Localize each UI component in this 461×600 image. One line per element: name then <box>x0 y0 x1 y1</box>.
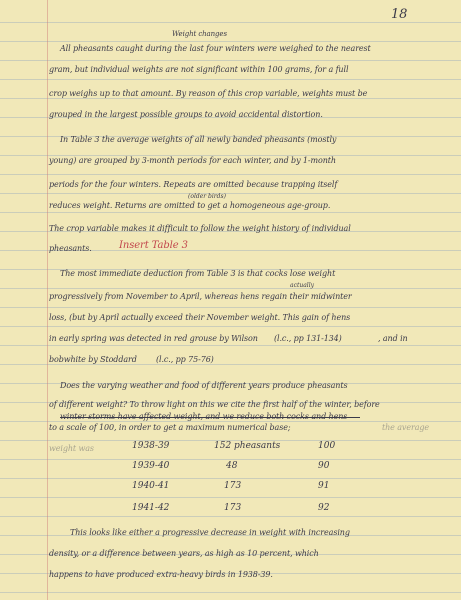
para4-line-4: to a scale of 100, in order to get a maximum numerical base; <box>49 423 291 432</box>
table-row-1-year: 1938-39 <box>132 441 170 451</box>
strikethrough-line <box>60 417 360 418</box>
para1-line-2: gram, but individual weights are not significant within 100 grams, for a full <box>49 65 349 74</box>
insert-table-note: Insert Table 3 <box>119 240 188 251</box>
para3-line-3: loss, (but by April actually exceed their November weight. This gain of hens <box>49 313 351 322</box>
para2-line-6: pheasants. <box>49 244 92 253</box>
para2-line-3: periods for the four winters. Repeats are omitted because trapping itself <box>49 180 338 189</box>
table-row-2-weight: 90 <box>318 461 330 471</box>
para2-line-4: reduces weight. Returns are omitted to get a homogeneous age-group. <box>49 201 331 210</box>
para2-line-1: In Table 3 the average weights of all newly banded pheasants (mostly <box>60 135 337 144</box>
para3-line-5: bobwhite by Stoddard <box>49 355 137 364</box>
para2-line-5: The crop variable makes it difficult to follow the weight history of individual <box>49 224 351 233</box>
para3-line-1: The most immediate deduction from Table 3 is that cocks lose weight <box>60 269 336 278</box>
table-row-4-birds: 173 <box>224 503 242 513</box>
para5-line-1: This looks like either a progressive decrease in weight with increasing <box>70 528 350 537</box>
section-heading: Weight changes <box>172 30 227 38</box>
table-row-2-year: 1939-40 <box>132 461 170 471</box>
table-row-1-weight: 100 <box>318 441 336 451</box>
para1-line-4: grouped in the largest possible groups to avoid accidental distortion. <box>49 110 323 119</box>
table-row-2-birds: 48 <box>226 461 238 471</box>
citation-wilson: (l.c., pp 131-134) <box>274 334 342 343</box>
table-row-3-birds: 173 <box>224 481 242 491</box>
table-row-3-year: 1940-41 <box>132 481 170 491</box>
page-number: 18 <box>391 7 408 22</box>
para3-line-4-tail: , and in <box>378 334 408 343</box>
para4-line-1: Does the varying weather and food of different years produce pheasants <box>60 381 348 390</box>
table-row-1-birds: 152 pheasants <box>214 441 281 451</box>
para4-faint-tail: the average <box>382 423 430 432</box>
para3-line-4: in early spring was detected in red grouse by Wilson <box>49 334 258 343</box>
para1-line-1: All pheasants caught during the last four winters were weighed to the nearest <box>60 44 371 53</box>
para4-line-2: of different weight? To throw light on this we cite the first half of the winter, before <box>49 400 380 409</box>
table-row-4-weight: 92 <box>318 503 330 513</box>
para3-line-2: progressively from November to April, whereas hens regain their midwinter <box>49 292 352 301</box>
para5-line-2: density, or a difference between years, as high as 10 percent, which <box>49 549 319 558</box>
para1-line-3: crop weighs up to that amount. By reason of this crop variable, weights must be <box>49 89 368 98</box>
table-row-4-year: 1941-42 <box>132 503 170 513</box>
table-row-3-weight: 91 <box>318 481 330 491</box>
table-faint-label: weight was <box>49 444 94 453</box>
para3-insertion: actually <box>290 282 315 289</box>
para2-insertion: (older birds) <box>188 193 226 200</box>
para5-line-3: happens to have produced extra-heavy birds in 1938-39. <box>49 570 273 579</box>
para2-line-2: young) are grouped by 3-month periods for each winter, and by 1-month <box>49 156 336 165</box>
citation-stoddard: (l.c., pp 75-76) <box>156 355 214 364</box>
